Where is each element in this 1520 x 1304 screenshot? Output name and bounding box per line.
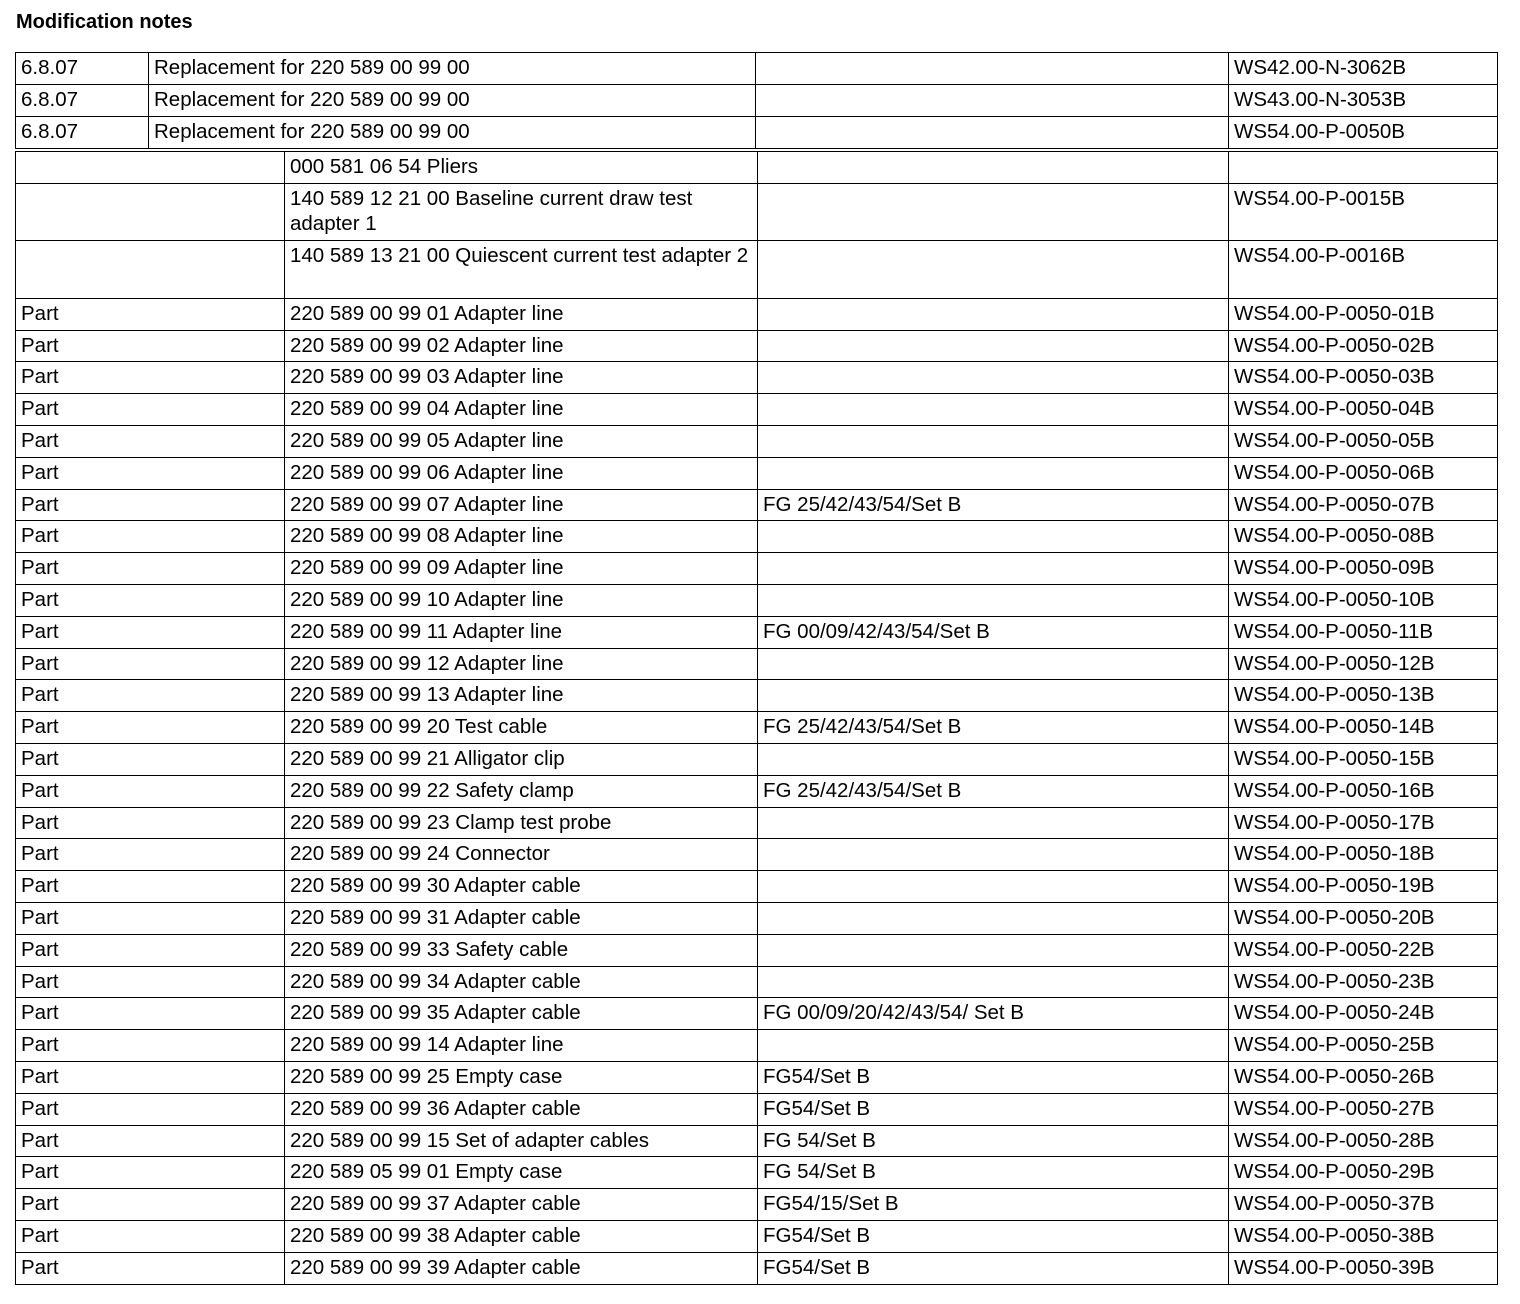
part-item: 220 589 00 99 25 Empty case <box>285 1061 758 1093</box>
part-group: FG54/Set B <box>758 1252 1229 1284</box>
part-item: 220 589 00 99 10 Adapter line <box>285 584 758 616</box>
part-kind: Part <box>16 298 285 330</box>
parts-table <box>15 151 1498 1285</box>
part-kind: Part <box>16 807 285 839</box>
page-title: Modification notes <box>16 11 193 33</box>
table-row <box>16 1220 1498 1252</box>
part-item: 220 589 00 99 34 Adapter cable <box>285 966 758 998</box>
note-info <box>756 117 1229 149</box>
part-group <box>758 240 1229 298</box>
part-reference: WS54.00-P-0050-16B <box>1229 775 1498 807</box>
part-group: FG 25/42/43/54/Set B <box>758 712 1229 744</box>
part-item: 220 589 00 99 01 Adapter line <box>285 298 758 330</box>
part-group <box>758 934 1229 966</box>
part-kind: Part <box>16 330 285 362</box>
table-row <box>16 489 1498 521</box>
part-kind: Part <box>16 457 285 489</box>
part-kind: Part <box>16 489 285 521</box>
part-reference: WS54.00-P-0050-22B <box>1229 934 1498 966</box>
notes-row <box>16 53 1498 85</box>
part-kind: Part <box>16 743 285 775</box>
part-item: 000 581 06 54 Pliers <box>285 152 758 184</box>
note-date: 6.8.07 <box>16 85 149 117</box>
part-item: 220 589 00 99 30 Adapter cable <box>285 871 758 903</box>
note-date: 6.8.07 <box>16 53 149 85</box>
table-row <box>16 775 1498 807</box>
note-reference: WS42.00-N-3062B <box>1229 53 1498 85</box>
table-row <box>16 616 1498 648</box>
note-date: 6.8.07 <box>16 117 149 149</box>
part-group <box>758 553 1229 585</box>
part-reference: WS54.00-P-0050-26B <box>1229 1061 1498 1093</box>
part-group: FG54/Set B <box>758 1220 1229 1252</box>
part-group: FG 25/42/43/54/Set B <box>758 489 1229 521</box>
part-reference: WS54.00-P-0050-27B <box>1229 1093 1498 1125</box>
part-item: 220 589 00 99 31 Adapter cable <box>285 902 758 934</box>
part-reference: WS54.00-P-0050-24B <box>1229 998 1498 1030</box>
part-reference: WS54.00-P-0050-03B <box>1229 362 1498 394</box>
part-kind: Part <box>16 902 285 934</box>
part-reference: WS54.00-P-0050-11B <box>1229 616 1498 648</box>
part-kind: Part <box>16 584 285 616</box>
table-row <box>16 680 1498 712</box>
part-reference: WS54.00-P-0050-37B <box>1229 1189 1498 1221</box>
part-item: 220 589 00 99 24 Connector <box>285 839 758 871</box>
part-item: 220 589 00 99 03 Adapter line <box>285 362 758 394</box>
table-row <box>16 425 1498 457</box>
part-group: FG 00/09/42/43/54/Set B <box>758 616 1229 648</box>
part-reference: WS54.00-P-0050-20B <box>1229 902 1498 934</box>
part-group <box>758 394 1229 426</box>
part-group <box>758 871 1229 903</box>
part-item: 220 589 00 99 36 Adapter cable <box>285 1093 758 1125</box>
part-group <box>758 743 1229 775</box>
part-kind: Part <box>16 521 285 553</box>
part-reference: WS54.00-P-0050-08B <box>1229 521 1498 553</box>
table-row <box>16 1157 1498 1189</box>
part-reference: WS54.00-P-0050-14B <box>1229 712 1498 744</box>
part-group <box>758 807 1229 839</box>
part-group <box>758 584 1229 616</box>
part-kind: Part <box>16 680 285 712</box>
table-row <box>16 521 1498 553</box>
modification-notes-table <box>15 52 1498 149</box>
part-group <box>758 298 1229 330</box>
part-kind: Part <box>16 648 285 680</box>
part-reference: WS54.00-P-0050-25B <box>1229 1030 1498 1062</box>
table-row <box>16 553 1498 585</box>
part-reference: WS54.00-P-0050-29B <box>1229 1157 1498 1189</box>
part-item: 220 589 00 99 05 Adapter line <box>285 425 758 457</box>
table-row <box>16 807 1498 839</box>
table-row <box>16 362 1498 394</box>
table-row <box>16 712 1498 744</box>
part-item: 220 589 00 99 38 Adapter cable <box>285 1220 758 1252</box>
part-reference: WS54.00-P-0050-17B <box>1229 807 1498 839</box>
part-item: 140 589 13 21 00 Quiescent current test adapter 2 <box>285 240 758 298</box>
table-row <box>16 394 1498 426</box>
part-kind: Part <box>16 553 285 585</box>
part-reference: WS54.00-P-0050-23B <box>1229 966 1498 998</box>
part-kind: Part <box>16 1061 285 1093</box>
part-kind: Part <box>16 394 285 426</box>
table-row <box>16 934 1498 966</box>
part-kind: Part <box>16 425 285 457</box>
table-row <box>16 1252 1498 1284</box>
part-kind <box>16 152 285 184</box>
notes-row <box>16 117 1498 149</box>
part-item: 220 589 00 99 04 Adapter line <box>285 394 758 426</box>
table-row <box>16 1061 1498 1093</box>
part-item: 220 589 00 99 33 Safety cable <box>285 934 758 966</box>
part-group <box>758 330 1229 362</box>
part-kind: Part <box>16 1030 285 1062</box>
table-row <box>16 330 1498 362</box>
table-row <box>16 298 1498 330</box>
table-row <box>16 584 1498 616</box>
note-description: Replacement for 220 589 00 99 00 <box>149 117 756 149</box>
part-reference: WS54.00-P-0050-05B <box>1229 425 1498 457</box>
part-item: 220 589 00 99 09 Adapter line <box>285 553 758 585</box>
part-reference: WS54.00-P-0050-02B <box>1229 330 1498 362</box>
table-row <box>16 648 1498 680</box>
part-group <box>758 425 1229 457</box>
part-item: 220 589 00 99 35 Adapter cable <box>285 998 758 1030</box>
part-item: 220 589 00 99 20 Test cable <box>285 712 758 744</box>
part-kind: Part <box>16 871 285 903</box>
note-info <box>756 85 1229 117</box>
part-kind: Part <box>16 1157 285 1189</box>
part-group <box>758 362 1229 394</box>
part-item: 220 589 05 99 01 Empty case <box>285 1157 758 1189</box>
part-kind: Part <box>16 712 285 744</box>
table-row <box>16 183 1498 240</box>
part-group: FG 25/42/43/54/Set B <box>758 775 1229 807</box>
part-reference: WS54.00-P-0050-38B <box>1229 1220 1498 1252</box>
part-item: 220 589 00 99 39 Adapter cable <box>285 1252 758 1284</box>
part-group <box>758 521 1229 553</box>
part-kind: Part <box>16 1125 285 1157</box>
part-reference: WS54.00-P-0050-28B <box>1229 1125 1498 1157</box>
table-row <box>16 457 1498 489</box>
part-group: FG 54/Set B <box>758 1157 1229 1189</box>
part-reference: WS54.00-P-0050-12B <box>1229 648 1498 680</box>
part-reference: WS54.00-P-0050-06B <box>1229 457 1498 489</box>
table-row <box>16 1125 1498 1157</box>
part-reference: WS54.00-P-0015B <box>1229 183 1498 240</box>
part-group: FG54/15/Set B <box>758 1189 1229 1221</box>
part-reference: WS54.00-P-0050-10B <box>1229 584 1498 616</box>
part-item: 220 589 00 99 06 Adapter line <box>285 457 758 489</box>
part-item: 220 589 00 99 12 Adapter line <box>285 648 758 680</box>
table-row <box>16 1093 1498 1125</box>
part-reference: WS54.00-P-0050-19B <box>1229 871 1498 903</box>
part-item: 220 589 00 99 08 Adapter line <box>285 521 758 553</box>
part-item: 220 589 00 99 13 Adapter line <box>285 680 758 712</box>
part-group <box>758 152 1229 184</box>
part-group <box>758 457 1229 489</box>
part-item: 220 589 00 99 14 Adapter line <box>285 1030 758 1062</box>
part-group <box>758 1030 1229 1062</box>
part-group: FG 00/09/20/42/43/54/ Set B <box>758 998 1229 1030</box>
part-reference: WS54.00-P-0050-39B <box>1229 1252 1498 1284</box>
part-group <box>758 902 1229 934</box>
table-row <box>16 966 1498 998</box>
part-reference: WS54.00-P-0050-18B <box>1229 839 1498 871</box>
part-kind: Part <box>16 362 285 394</box>
part-kind <box>16 240 285 298</box>
part-reference: WS54.00-P-0050-13B <box>1229 680 1498 712</box>
table-row <box>16 998 1498 1030</box>
part-group <box>758 680 1229 712</box>
part-item: 140 589 12 21 00 Baseline current draw test adapter 1 <box>285 183 758 240</box>
part-kind: Part <box>16 934 285 966</box>
part-group: FG54/Set B <box>758 1061 1229 1093</box>
part-reference: WS54.00-P-0050-04B <box>1229 394 1498 426</box>
table-row <box>16 240 1498 298</box>
part-reference: WS54.00-P-0050-01B <box>1229 298 1498 330</box>
part-kind: Part <box>16 966 285 998</box>
table-row <box>16 152 1498 184</box>
table-row <box>16 743 1498 775</box>
part-group <box>758 648 1229 680</box>
part-kind: Part <box>16 1189 285 1221</box>
part-kind: Part <box>16 1093 285 1125</box>
part-kind: Part <box>16 839 285 871</box>
table-row <box>16 839 1498 871</box>
part-kind: Part <box>16 1220 285 1252</box>
note-reference: WS43.00-N-3053B <box>1229 85 1498 117</box>
table-row <box>16 871 1498 903</box>
part-reference <box>1229 152 1498 184</box>
part-item: 220 589 00 99 22 Safety clamp <box>285 775 758 807</box>
part-reference: WS54.00-P-0050-07B <box>1229 489 1498 521</box>
part-item: 220 589 00 99 37 Adapter cable <box>285 1189 758 1221</box>
part-group <box>758 966 1229 998</box>
table-row <box>16 1189 1498 1221</box>
notes-row <box>16 85 1498 117</box>
part-reference: WS54.00-P-0050-09B <box>1229 553 1498 585</box>
part-item: 220 589 00 99 11 Adapter line <box>285 616 758 648</box>
note-info <box>756 53 1229 85</box>
table-row <box>16 902 1498 934</box>
part-item: 220 589 00 99 23 Clamp test probe <box>285 807 758 839</box>
part-item: 220 589 00 99 07 Adapter line <box>285 489 758 521</box>
part-kind: Part <box>16 775 285 807</box>
note-reference: WS54.00-P-0050B <box>1229 117 1498 149</box>
part-group <box>758 839 1229 871</box>
part-item: 220 589 00 99 15 Set of adapter cables <box>285 1125 758 1157</box>
part-reference: WS54.00-P-0050-15B <box>1229 743 1498 775</box>
part-group <box>758 183 1229 240</box>
part-item: 220 589 00 99 02 Adapter line <box>285 330 758 362</box>
part-reference: WS54.00-P-0016B <box>1229 240 1498 298</box>
part-kind: Part <box>16 1252 285 1284</box>
note-description: Replacement for 220 589 00 99 00 <box>149 53 756 85</box>
note-description: Replacement for 220 589 00 99 00 <box>149 85 756 117</box>
part-group: FG 54/Set B <box>758 1125 1229 1157</box>
part-kind: Part <box>16 998 285 1030</box>
part-group: FG54/Set B <box>758 1093 1229 1125</box>
table-row <box>16 1030 1498 1062</box>
part-kind <box>16 183 285 240</box>
part-item: 220 589 00 99 21 Alligator clip <box>285 743 758 775</box>
part-kind: Part <box>16 616 285 648</box>
